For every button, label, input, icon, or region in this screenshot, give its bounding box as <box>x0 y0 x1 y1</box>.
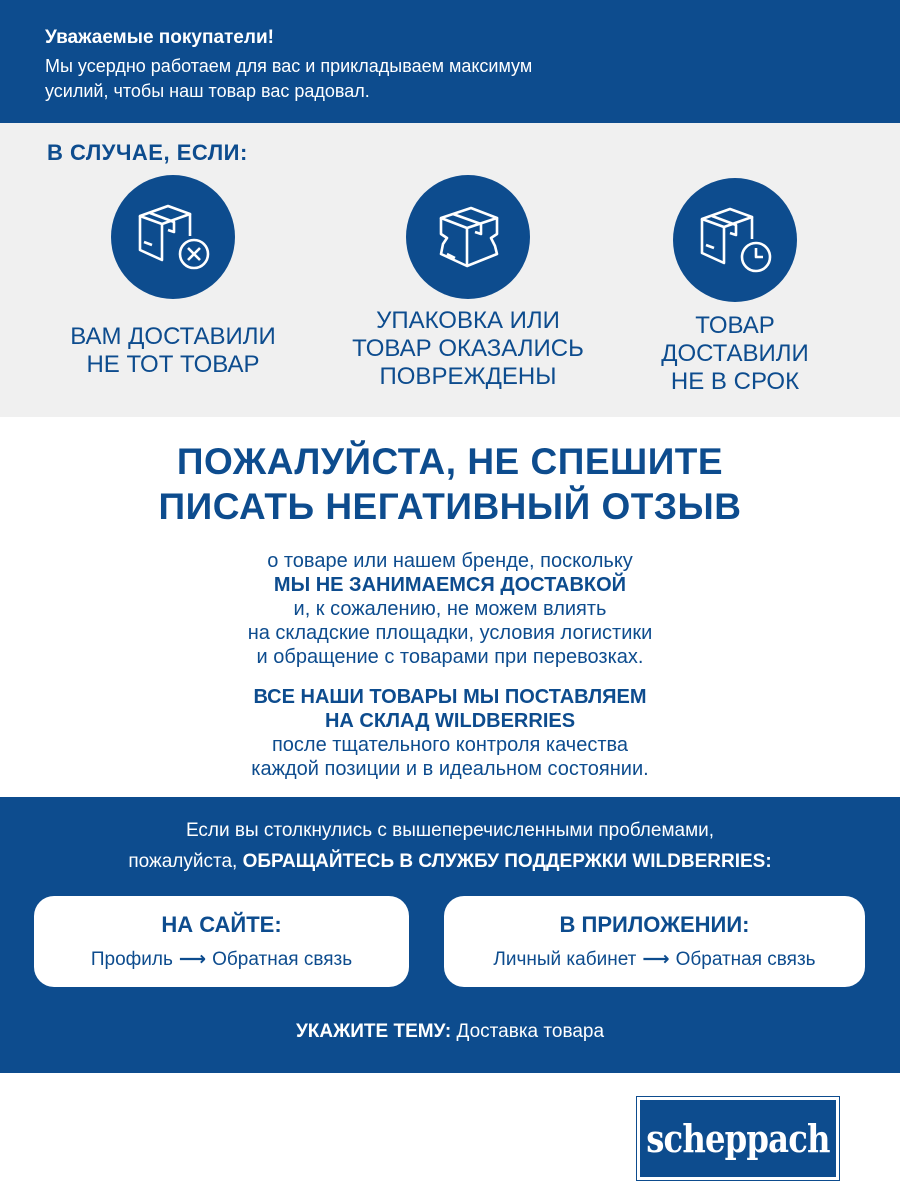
arrow-right-icon: ⟶ <box>642 949 670 970</box>
cases-section <box>0 123 900 417</box>
text-line: и обращение с товарами при перевозках. <box>256 646 644 668</box>
text-line-bold: ВСЕ НАШИ ТОВАРЫ МЫ ПОСТАВЛЯЕМ <box>253 686 647 708</box>
text-line: после тщательного контроля качества <box>271 734 629 756</box>
box-cross-icon <box>111 175 235 299</box>
appeal-headline: ПОЖАЛУЙСТА, НЕ СПЕШИТЕ ПИСАТЬ НЕГАТИВНЫЙ ОТЗЫВ <box>158 441 742 527</box>
path-to: Обратная связь <box>675 949 816 970</box>
text-line: о товаре или нашем бренде, поскольку <box>267 550 633 572</box>
case-damaged <box>328 175 608 391</box>
appeal-paragraph-1 <box>0 549 900 669</box>
case-label: УПАКОВКА ИЛИ ТОВАР ОКАЗАЛИСЬ ПОВРЕЖДЕНЫ <box>352 307 584 390</box>
case-wrong-item <box>33 175 313 379</box>
support-section <box>0 797 900 1073</box>
text-line-bold: НА СКЛАД WILDBERRIES <box>324 710 576 732</box>
card-title: НА САЙТЕ: <box>161 912 282 937</box>
header-banner <box>0 0 900 123</box>
path-from: Профиль <box>90 949 173 970</box>
text-line-bold: МЫ НЕ ЗАНИМАЕМСЯ ДОСТАВКОЙ <box>273 574 627 596</box>
logo-text: scheppach <box>646 1116 830 1161</box>
appeal-paragraph-2 <box>0 685 900 781</box>
path-from: Личный кабинет <box>493 949 637 970</box>
case-late <box>595 178 875 396</box>
card-website <box>34 896 409 987</box>
cases-title: В СЛУЧАЕ, ЕСЛИ: <box>47 140 248 165</box>
support-call <box>0 847 900 877</box>
greeting: Уважаемые покупатели! <box>45 27 274 48</box>
topic-value: Доставка товара <box>456 1021 605 1042</box>
path-to: Обратная связь <box>212 949 353 970</box>
card-app <box>444 896 865 987</box>
box-clock-icon <box>673 178 797 302</box>
arrow-right-icon: ⟶ <box>178 949 207 970</box>
header-message: Мы усердно работаем для вас и прикладываем максимум усилий, чтобы наш товар вас радовал. <box>45 56 533 101</box>
brand-logo <box>637 1097 839 1180</box>
support-call-prefix: пожалуйста, <box>128 851 238 872</box>
card-path <box>444 948 865 972</box>
text-line: и, к сожалению, не можем влиять <box>293 598 607 620</box>
damaged-box-icon <box>406 175 530 299</box>
case-label: ВАМ ДОСТАВИЛИ НЕ ТОТ ТОВАР <box>70 323 276 378</box>
card-path <box>34 948 409 972</box>
topic-label: УКАЖИТЕ ТЕМУ: <box>295 1021 452 1042</box>
appeal-section <box>0 417 900 797</box>
support-intro: Если вы столкнулись с вышеперечисленными проблемами, <box>185 820 715 841</box>
support-topic <box>0 1020 900 1044</box>
case-label: ТОВАР ДОСТАВИЛИ НЕ В СРОК <box>661 312 809 395</box>
support-call-bold: ОБРАЩАЙТЕСЬ В СЛУЖБУ ПОДДЕРЖКИ WILDBERRIES: <box>242 851 772 872</box>
card-title: В ПРИЛОЖЕНИИ: <box>559 912 750 937</box>
text-line: каждой позиции и в идеальном состоянии. <box>251 758 649 780</box>
text-line: на складские площадки, условия логистики <box>247 622 653 644</box>
